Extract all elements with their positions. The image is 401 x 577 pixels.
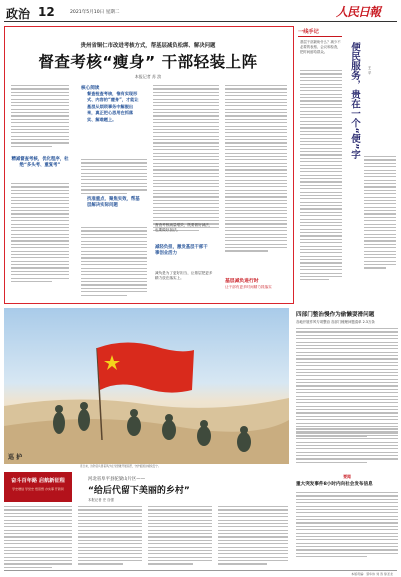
bottom-kicker: 河北省阜平县驼梁山片区—— bbox=[88, 477, 146, 482]
bottom-body-1 bbox=[78, 506, 142, 567]
page-number: 12 bbox=[38, 5, 55, 19]
bottom-body-2 bbox=[148, 506, 212, 567]
photo-caption: 连日来，边防官兵冒着风沙在戈壁滩开展巡逻，守护祖国边境线安宁。 bbox=[80, 465, 161, 468]
bottom-headline: “给后代留下美丽的乡村” bbox=[88, 486, 190, 496]
bottom-center-article[interactable] bbox=[78, 472, 290, 572]
masthead-logo: 人民日報 bbox=[336, 5, 381, 19]
bottom-body-3 bbox=[218, 506, 288, 567]
bottom-right-brief[interactable] bbox=[296, 472, 398, 570]
sidebar bbox=[298, 26, 398, 304]
right-article[interactable] bbox=[296, 308, 398, 426]
subhead-2: 找准重点、聚焦实效，帮基层解决实际问题 bbox=[87, 197, 140, 209]
column-body bbox=[300, 70, 342, 283]
footer-editors: 本版责编：蔡华伟 刘 涛 徐圣龙 bbox=[351, 572, 393, 576]
bottom-left-banner[interactable] bbox=[4, 472, 72, 502]
core-label: 核心阅读 bbox=[81, 86, 100, 91]
column-rule bbox=[298, 36, 342, 37]
page-footer bbox=[4, 570, 397, 576]
series-tag-label: 基层减负进行时 bbox=[225, 279, 259, 284]
body-column-1b bbox=[11, 183, 69, 284]
body-column-4 bbox=[225, 85, 287, 254]
right-body-2 bbox=[296, 428, 398, 465]
pullquote-2: 减负是为了更好担当，让基层把更多精力放在落实上。 bbox=[155, 271, 213, 280]
brief-headline: 重大突发事件8小时内向社会发布信息 bbox=[296, 482, 373, 487]
article-byline: 本报记者 苏 滨 bbox=[134, 74, 162, 79]
brief-body bbox=[296, 492, 398, 560]
header-rule bbox=[4, 21, 397, 22]
subhead-1: 精减督查考核，优化程序，杜绝“多头考、重复考” bbox=[11, 157, 69, 168]
banner-subtitle: 学史增信 学党史 悟思想 办实事 开新局 bbox=[12, 487, 64, 491]
commentary-body bbox=[364, 156, 396, 271]
bottom-byline: 本报记者 史 自强 bbox=[88, 498, 114, 502]
series-tag bbox=[225, 277, 289, 290]
body-column-2 bbox=[81, 159, 147, 196]
pullquote-1: 督查考核减量增效，既要做好减法，也要做好加法。 bbox=[155, 223, 213, 232]
banner-title: 奋斗百年路 启航新征程 bbox=[11, 478, 65, 484]
bottom-left-body bbox=[4, 506, 72, 570]
column-text: 基层干部最盼什么？减少不必要的表格、会议和检查，把时间留给群众。 bbox=[300, 40, 341, 55]
body-column-3 bbox=[153, 85, 219, 234]
body-column-1 bbox=[11, 85, 69, 149]
patrol-scene-image bbox=[4, 308, 289, 464]
issue-date: 2021年5月10日 星期二 bbox=[70, 10, 120, 15]
column-label: 一线手记 bbox=[298, 29, 319, 35]
right-body bbox=[296, 328, 398, 439]
lead-article[interactable] bbox=[4, 26, 294, 304]
right-headline: 四部门整治慢作为偷懒耍滑问题 bbox=[296, 312, 375, 318]
article-headline: 督查考核“瘦身” 干部轻装上阵 bbox=[38, 53, 258, 71]
brief-tag: 要闻 bbox=[343, 474, 351, 479]
photo-label: 巡 护 bbox=[8, 454, 23, 461]
commentary-title: 便民服务，贵在一个“便”字 bbox=[349, 42, 360, 159]
section-label: 政治 bbox=[6, 7, 31, 21]
commentary-byline: 王 平 bbox=[368, 66, 372, 75]
article-kicker: 贵州省铜仁市改进考核方式，帮基层减负松绑、解决问题 bbox=[80, 43, 216, 49]
series-tag-text: 让干部有更多时间精力抓落实 bbox=[225, 285, 272, 289]
page-header bbox=[0, 0, 401, 24]
photo bbox=[4, 308, 289, 464]
subhead-3: 减轻负担，激发基层干部干事创业活力 bbox=[155, 245, 208, 257]
body-column-2b bbox=[81, 227, 147, 298]
core-text: 督查检查考核，惟有实现形式、内容的“瘦身”，才能让基层从烦琐事务中解脱出来，真正把心思用在抓落实、解难题上。 bbox=[87, 91, 139, 122]
right-subhead: 各地开展作风专项整治 各部门梳理问题清单 2.3万条 bbox=[296, 320, 375, 324]
